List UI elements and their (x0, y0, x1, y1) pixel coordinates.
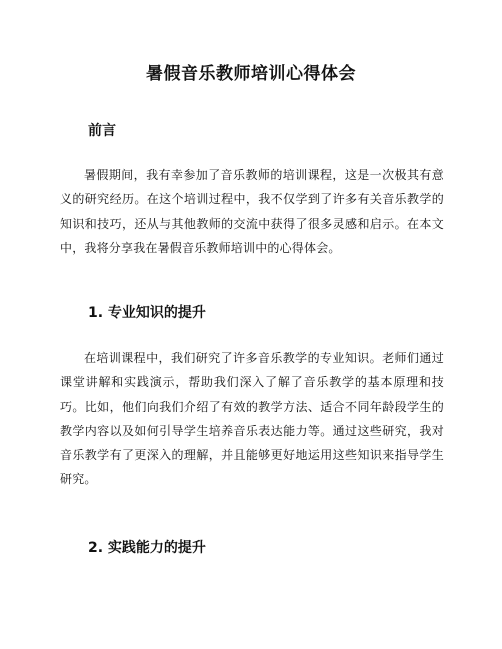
section-paragraph-preface: 暑假期间，我有幸参加了音乐教师的培训课程，这是一次极其有意义的研究经历。在这个培训过程中，我不仅学到了许多有关音乐教学的知识和技巧，还从与其他教师的交流中获得了很多灵感和启示。在本文中，我将分享我在暑假音乐教师培训中的心得体会。 (60, 168, 444, 255)
section-heading-practical-ability: 2. 实践能力的提升 (88, 540, 206, 556)
section-heading-preface: 前言 (88, 123, 116, 139)
document-title: 暑假音乐教师培训心得体会 (146, 64, 356, 84)
section-paragraph-professional-knowledge: 在培训课程中，我们研究了许多音乐教学的专业知识。老师们通过课堂讲解和实践演示，帮助我们深入了解了音乐教学的基本原理和技巧。比如，他们向我们介绍了有效的教学方法、适合不同年龄段学生的教学内容以及如何引导学生培养音乐表达能力等。通过这些研究，我对音乐教学有了更深入的理解，并且能够更好地运用这些知识来指导学生研究。 (60, 351, 444, 487)
section-heading-professional-knowledge: 1. 专业知识的提升 (88, 305, 206, 321)
